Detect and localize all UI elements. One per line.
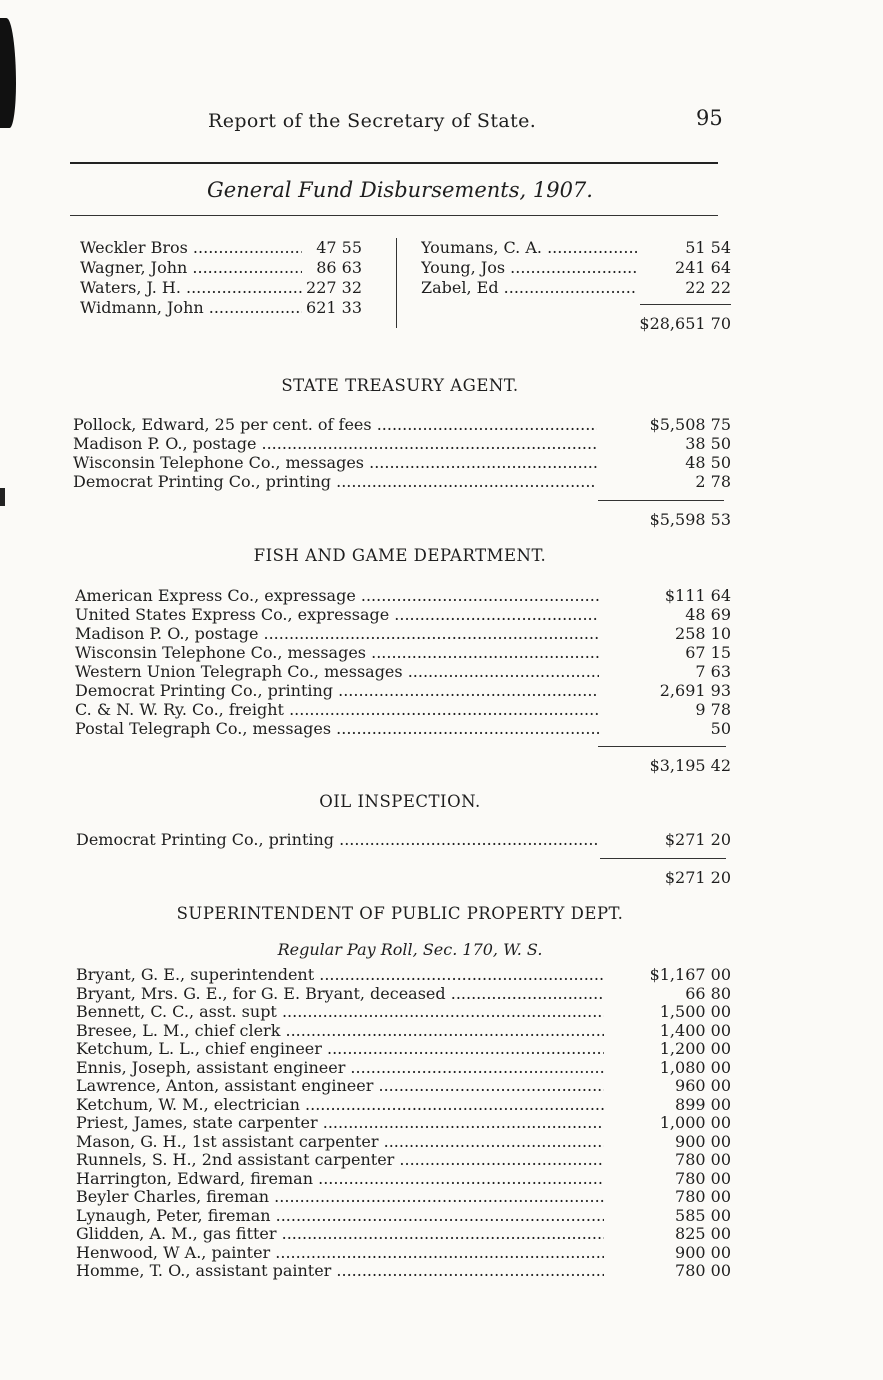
section-heading: OIL INSPECTION. [319,792,481,811]
list-item [75,605,731,624]
entry-name: Waters, J. H. ..... [80,278,302,297]
list-item [76,1132,731,1151]
sum-rule [600,858,726,859]
entry-amount: 38 50 [685,434,731,453]
list-item [76,1076,731,1095]
entry-amount: 1,500 00 [659,1002,731,1021]
list-item [75,662,731,681]
list-item [76,1113,731,1132]
running-header: Report of the Secretary of State. [208,110,537,132]
page-subtitle: General Fund Disbursements, 1907. [207,178,593,202]
entry-amount: $271 20 [664,830,731,849]
section-heading: STATE TREASURY AGENT. [281,376,519,395]
list-item [76,965,731,984]
list-item [75,719,731,738]
section-total: $3,195 42 [649,756,731,775]
entry-amount: 780 00 [675,1150,731,1169]
entry-amount: 50 [710,719,731,738]
entry-name: Lynaugh, Peter, fireman ..... [76,1206,604,1225]
list-item [73,453,731,472]
entry-amount: 1,000 00 [659,1113,731,1132]
entry-amount: 1,080 00 [659,1057,731,1077]
page-edge-mark [0,488,5,506]
list-item [76,1224,731,1243]
entry-name: Wisconsin Telephone Co., messages ..... [73,453,597,472]
entry-name: Young, Jos ..... [421,258,637,277]
list-item [80,298,380,317]
section-heading: FISH AND GAME DEPARTMENT. [253,546,547,565]
list-item [421,258,731,277]
sum-rule [640,304,731,305]
header-rule [70,162,718,164]
entry-name: Priest, James, state carpenter ..... [76,1113,604,1132]
entry-amount: 67 15 [685,643,731,662]
entry-amount: $5,508 75 [649,415,731,434]
entry-name: Bryant, Mrs. G. E., for G. E. Bryant, deceased ..... [76,984,604,1003]
entry-name: Homme, T. O., assistant painter ..... [76,1261,604,1280]
entry-name: American Express Co., expressage ..... [75,586,599,605]
entry-amount: 7 63 [695,662,731,681]
column-divider [396,238,397,328]
section-total: $5,598 53 [649,510,731,529]
entry-amount: 960 00 [675,1076,731,1095]
entry-name: Runnels, S. H., 2nd assistant carpenter ..... [76,1150,604,1169]
entry-amount: 2 78 [695,472,731,491]
entry-name: Wisconsin Telephone Co., messages ..... [75,643,599,662]
entry-name: Bresee, L. M., chief clerk ..... [76,1021,604,1040]
list-item [75,700,731,719]
section-heading: SUPERINTENDENT OF PUBLIC PROPERTY DEPT. [176,904,624,923]
entry-name: Henwood, W A., painter ..... [76,1243,604,1262]
entry-amount: 780 00 [675,1168,731,1188]
list-item [76,1261,731,1280]
section-total: $271 20 [664,868,731,887]
entry-amount: 258 10 [675,624,731,643]
entry-amount: 825 00 [675,1224,731,1243]
entry-name: Zabel, Ed ..... [421,278,637,297]
entry-name: Wagner, John ..... [80,258,302,277]
entry-name: Youmans, C. A. ..... [421,238,637,257]
entry-amount: $1,167 00 [649,965,731,984]
entry-amount: 780 00 [675,1187,731,1206]
list-item [76,1169,731,1188]
entry-amount: 9 78 [695,700,731,719]
list-item [421,238,731,257]
list-item [80,238,380,257]
entry-amount: 48 50 [685,453,731,472]
entry-amount: 1,200 00 [659,1039,731,1058]
entry-amount: 47 55 [316,238,362,257]
entry-name: Glidden, A. M., gas fitter ..... [76,1224,604,1243]
list-item [80,278,380,297]
list-item [76,1058,731,1077]
sum-rule [598,746,726,747]
list-item [75,681,731,700]
list-item [76,1150,731,1169]
list-item [76,1206,731,1225]
list-item [75,586,731,605]
entry-amount: 900 00 [675,1131,731,1151]
entry-amount: 22 22 [685,278,731,297]
list-item [73,434,731,453]
page-edge-mark [0,18,16,128]
entry-name: Madison P. O., postage ..... [75,624,599,643]
list-item [76,1187,731,1206]
entry-name: Democrat Printing Co., printing ..... [75,681,599,700]
entry-amount: 899 00 [675,1094,731,1114]
entry-amount: 1,400 00 [659,1020,731,1040]
sum-rule [598,500,724,501]
list-item [73,472,731,491]
list-item [421,278,731,297]
entry-name: Weckler Bros ..... [80,238,302,257]
entry-amount: 2,691 93 [659,681,731,700]
page-number: 95 [696,106,723,130]
list-item [76,1039,731,1058]
entry-name: Postal Telegraph Co., messages ..... [75,719,599,738]
entry-name: C. & N. W. Ry. Co., freight ..... [75,700,599,719]
list-item [76,1021,731,1040]
subtitle-rule [70,215,718,216]
entry-amount: $111 64 [664,586,731,605]
entry-name: Democrat Printing Co., printing ..... [76,830,600,849]
entry-name: United States Express Co., expressage ..... [75,605,599,624]
list-item [80,258,380,277]
entry-amount: 66 80 [685,983,731,1003]
entry-amount: 227 32 [306,278,362,297]
entry-amount: 86 63 [316,258,362,277]
entry-name: Lawrence, Anton, assistant engineer ..... [76,1076,604,1095]
entry-amount: 48 69 [685,605,731,624]
entry-amount: 621 33 [306,298,362,317]
entry-amount: 780 00 [675,1261,731,1280]
entry-name: Harrington, Edward, fireman ..... [76,1169,604,1188]
entry-amount: 241 64 [675,258,731,277]
section-subheading: Regular Pay Roll, Sec. 170, W. S. [277,940,543,959]
section-total: $28,651 70 [639,314,731,333]
entry-amount: 900 00 [675,1242,731,1262]
list-item [76,984,731,1003]
entry-name: Mason, G. H., 1st assistant carpenter ..... [76,1132,604,1151]
entry-name: Bryant, G. E., superintendent ..... [76,965,604,984]
list-item [76,830,731,849]
entry-name: Madison P. O., postage ..... [73,434,597,453]
list-item [75,643,731,662]
list-item [76,1095,731,1114]
entry-name: Ketchum, W. M., electrician ..... [76,1095,604,1114]
entry-amount: 51 54 [685,238,731,257]
entry-name: Western Union Telegraph Co., messages ..... [75,662,599,681]
list-item [75,624,731,643]
entry-name: Ketchum, L. L., chief engineer ..... [76,1039,604,1058]
entry-name: Bennett, C. C., asst. supt ..... [76,1002,604,1021]
entry-name: Beyler Charles, fireman ..... [76,1187,604,1206]
list-item [73,415,731,434]
list-item [76,1243,731,1262]
entry-name: Ennis, Joseph, assistant engineer ..... [76,1058,604,1077]
entry-name: Democrat Printing Co., printing ..... [73,472,597,491]
entry-amount: 585 00 [675,1205,731,1225]
entry-name: Widmann, John ..... [80,298,302,317]
entry-name: Pollock, Edward, 25 per cent. of fees ..... [73,415,597,434]
list-item [76,1002,731,1021]
